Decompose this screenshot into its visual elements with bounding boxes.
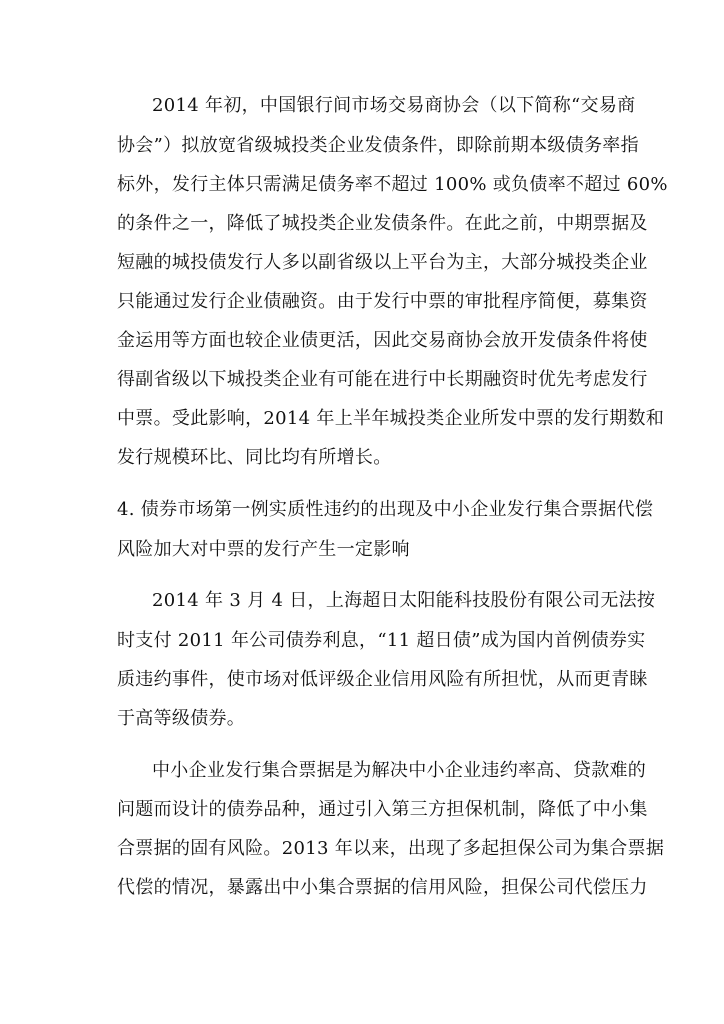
heading-line: 风险加大对中票的发行产生一定影响: [117, 539, 410, 560]
paragraph-line: 质违约事件，使市场对低评级企业信用风险有所担忧，从而更青睐: [117, 669, 648, 690]
paragraph-line: 中票。受此影响，2014 年上半年城投类企业所发中票的发行期数和: [117, 408, 665, 429]
paragraph-line: 只能通过发行企业债融资。由于发行中票的审批程序简便，募集资: [117, 291, 648, 312]
paragraph-line: 协会”）拟放宽省级城投类企业发债条件，即除前期本级债务率指: [117, 135, 639, 156]
paragraph-line: 2014 年 3 月 4 日，上海超日太阳能科技股份有限公司无法按: [152, 590, 656, 611]
paragraph-line: 合票据的固有风险。2013 年以来，出现了多起担保公司为集合票据: [117, 838, 665, 859]
paragraph-line: 标外，发行主体只需满足债务率不超过 100% 或负债率不超过 60%: [117, 174, 668, 195]
paragraph-line: 短融的城投债发行人多以副省级以上平台为主，大部分城投类企业: [117, 252, 648, 273]
paragraph-line: 的条件之一，降低了城投类企业发债条件。在此之前，中期票据及: [117, 213, 648, 234]
paragraph-line: 2014 年初，中国银行间市场交易商协会（以下简称“交易商: [152, 95, 636, 116]
heading-line: 4. 债券市场第一例实质性违约的出现及中小企业发行集合票据代偿: [117, 499, 654, 520]
paragraph-line: 金运用等方面也较企业债更活，因此交易商协会放开发债条件将使: [117, 330, 648, 351]
paragraph-line: 得副省级以下城投类企业有可能在进行中长期融资时优先考虑发行: [117, 369, 648, 390]
paragraph-line: 代偿的情况，暴露出中小集合票据的信用风险，担保公司代偿压力: [117, 877, 648, 898]
paragraph-line: 发行规模环比、同比均有所增长。: [117, 447, 392, 468]
paragraph-line: 于高等级债券。: [117, 708, 246, 729]
paragraph-line: 问题而设计的债券品种，通过引入第三方担保机制，降低了中小集: [117, 799, 648, 820]
paragraph-line: 时支付 2011 年公司债券利息，“11 超日债”成为国内首例债券实: [117, 630, 646, 651]
paragraph-line: 中小企业发行集合票据是为解决中小企业违约率高、贷款难的: [152, 760, 647, 781]
